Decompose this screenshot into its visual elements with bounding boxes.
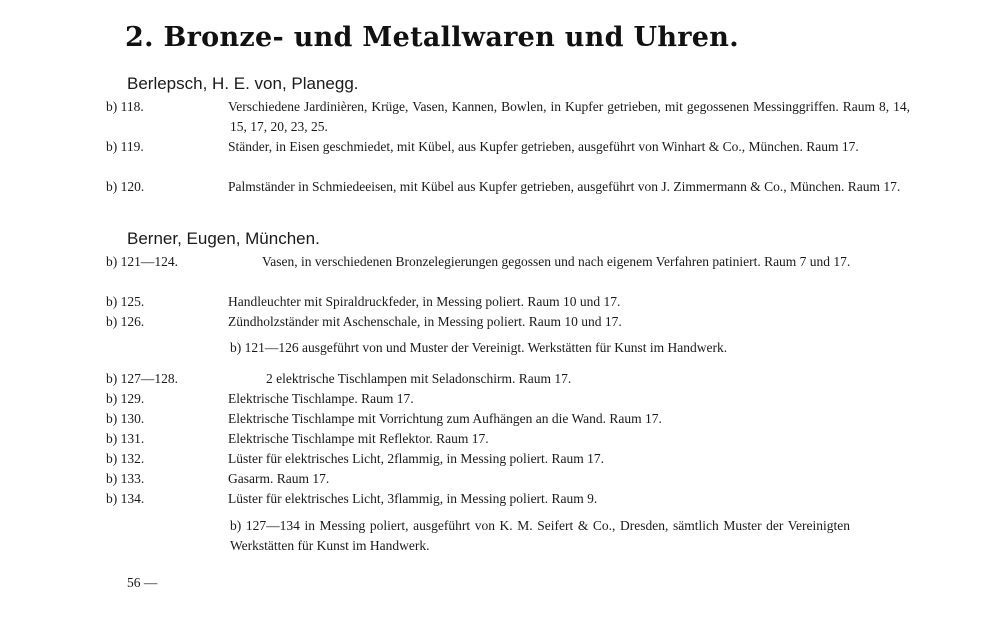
exhibitor-name: Berner, Eugen, München. — [127, 229, 320, 248]
page-number: 56 — — [127, 575, 158, 590]
entry-number: b) 119. — [106, 139, 144, 154]
entry-number: b) 129. — [106, 391, 145, 406]
catalog-entry — [106, 177, 910, 197]
entry-number: b) 118. — [106, 99, 144, 114]
entry-number: b) 130. — [106, 411, 145, 426]
entry-text: Zündholzständer mit Aschenschale, in Messing poliert. Raum 10 und 17. — [228, 314, 622, 329]
entry-text: Elektrische Tischlampe mit Reflektor. Raum 17. — [228, 431, 489, 446]
entry-number: b) 126. — [106, 314, 145, 329]
entry-text: Lüster für elektrisches Licht, 2flammig, in Messing poliert. Raum 17. — [228, 451, 605, 466]
catalog-entry — [106, 449, 910, 469]
entry-number: b) 133. — [106, 471, 145, 486]
entry-text: Gasarm. Raum 17. — [228, 471, 330, 486]
entry-number: b) 125. — [106, 294, 145, 309]
entry-number: b) 127—128. — [106, 371, 178, 386]
entry-text: Lüster für elektrisches Licht, 3flammig, in Messing poliert. Raum 9. — [228, 491, 598, 506]
catalog-entry — [106, 469, 910, 489]
entry-text: Ständer, in Eisen geschmiedet, mit Kübel, aus Kupfer getrieben, ausgeführt von Winhart & Co., München. Raum 17. — [228, 139, 859, 154]
entry-number: b) 121—124. — [106, 254, 178, 269]
catalog-entry — [106, 489, 910, 509]
entry-text: Handleuchter mit Spiraldruckfeder, in Messing poliert. Raum 10 und 17. — [228, 294, 621, 309]
catalog-entry — [106, 137, 910, 157]
catalog-entry — [106, 369, 910, 389]
catalog-entry — [106, 409, 910, 429]
entry-number: b) 120. — [106, 179, 145, 194]
section-title: 2. Bronze- und Metallwaren und Uhren. — [125, 22, 739, 53]
catalog-entry — [106, 389, 910, 409]
catalog-entry — [106, 312, 910, 332]
group-note: b) 127—134 in Messing poliert, ausgeführt von K. M. Seifert & Co., Dresden, sämtlich Muster der Vereinigten Werkstätten für Kunst im Handwerk. — [230, 518, 850, 553]
entry-number: b) 134. — [106, 491, 145, 506]
entry-number: b) 131. — [106, 431, 145, 446]
group-note: b) 121—126 ausgeführt von und Muster der Vereinigt. Werkstätten für Kunst im Handwerk. — [230, 340, 728, 355]
entry-text: Palmständer in Schmiedeeisen, mit Kübel aus Kupfer getrieben, ausgeführt von J. Zimmermann & Co., München. Raum 17. — [228, 179, 901, 194]
entry-text: 2 elektrische Tischlampen mit Seladonschirm. Raum 17. — [266, 371, 572, 386]
entry-text: Elektrische Tischlampe mit Vorrichtung zum Aufhängen an die Wand. Raum 17. — [228, 411, 662, 426]
exhibitor-name: Berlepsch, H. E. von, Planegg. — [127, 74, 359, 93]
entry-text: Verschiedene Jardinièren, Krüge, Vasen, Kannen, Bowlen, in Kupfer getrieben, mit gegossenen Messinggriffen. Raum 8, 14, 15, 17, 20, 23, 25. — [228, 99, 910, 134]
entry-text: Elektrische Tischlampe. Raum 17. — [228, 391, 414, 406]
entry-text: Vasen, in verschiedenen Bronzelegierungen gegossen und nach eigenem Verfahren patiniert. Raum 7 und 17. — [262, 254, 851, 269]
entry-number: b) 132. — [106, 451, 145, 466]
catalog-entry — [106, 252, 910, 272]
catalog-entry — [106, 97, 910, 137]
catalog-entry — [106, 292, 910, 312]
catalog-entry — [106, 429, 910, 449]
